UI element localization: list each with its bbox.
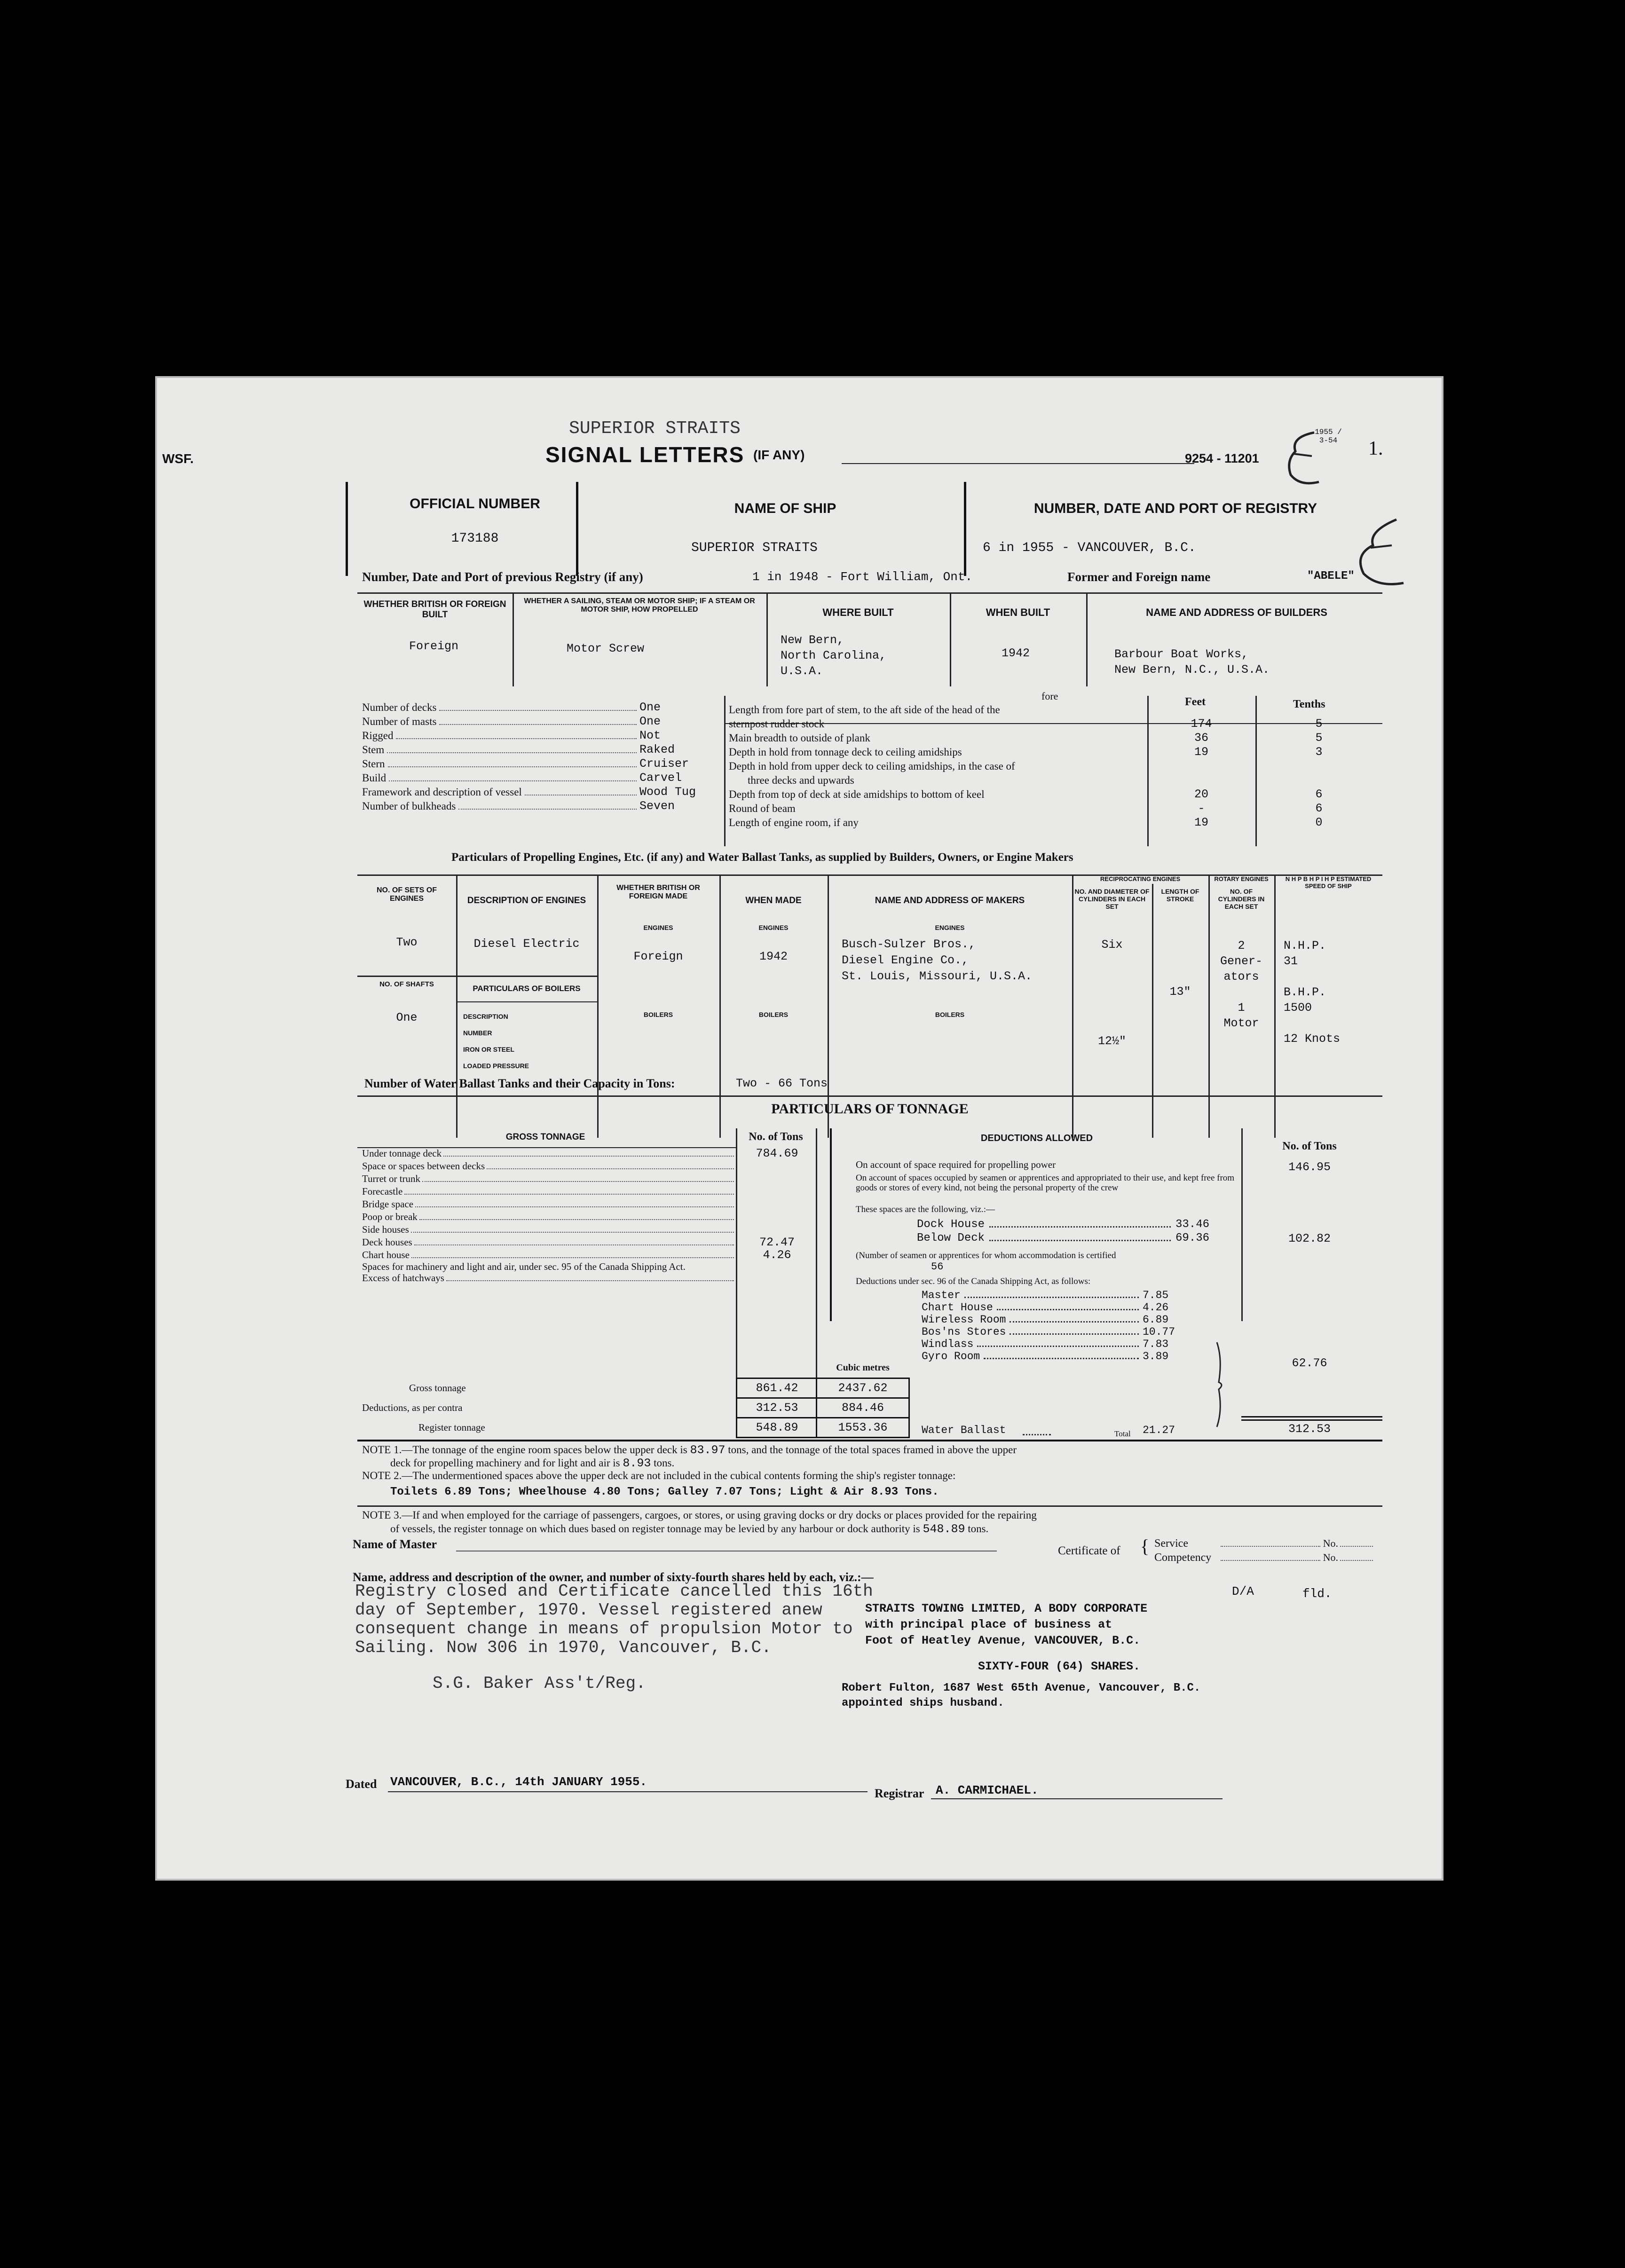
engines-title: Particulars of Propelling Engines, Etc. (if any) and Water Ballast Tanks, as supplied by Builders, Owners, or Engine Makers (451, 851, 1073, 864)
note3-line1: NOTE 3.—If and when employed for the carriage of passengers, cargoes, or stores, or using graving docks or dry docks or places provided for the repairing (362, 1509, 1037, 1521)
crew-total: 102.82 (1288, 1232, 1331, 1245)
cylinder-diameter-value: 12½" (1097, 1034, 1126, 1048)
register-tonnage-cubic: 1553.36 (838, 1421, 888, 1434)
h-cyl: NO. AND DIAMETER OF CYLINDERS IN EACH SET (1074, 888, 1150, 910)
water-ballast-leader (1023, 1434, 1051, 1435)
sub-boilers-made: BOILERS (643, 1011, 673, 1018)
ships-husband: Robert Fulton, 1687 West 65th Avenue, Vancouver, B.C. appointed ships husband. (842, 1682, 1201, 1709)
build-header-builders: NAME AND ADDRESS OF BUILDERS (1146, 606, 1327, 618)
form-stamp: 1955 / 3-54 (1315, 428, 1342, 445)
total-label: Total (1114, 1429, 1131, 1438)
h-stroke: LENGTH OF STROKE (1161, 888, 1199, 903)
no-of-tons-ded: No. of Tons (1282, 1140, 1337, 1152)
ballast-label: Number of Water Ballast Tanks and their Capacity in Tons: (364, 1077, 675, 1090)
h-rotary: ROTARY ENGINES (1214, 875, 1269, 882)
brace-mark (1213, 1340, 1227, 1429)
wsf-label: WSF. (162, 451, 194, 466)
where-built-value: New Bern, North Carolina, U.S.A. (781, 633, 887, 678)
closure-signature: S.G. Baker Ass't/Reg. (433, 1674, 646, 1693)
sub-engines-when: ENGINES (758, 924, 789, 931)
h-boilers: PARTICULARS OF BOILERS (473, 984, 581, 993)
official-number-value: 173188 (451, 531, 499, 546)
boiler-rows: DESCRIPTION NUMBER IRON OR STEEL LOADED PRESSURE (463, 1013, 529, 1070)
sub-boilers-makers: BOILERS (935, 1011, 965, 1018)
shares: SIXTY-FOUR (64) SHARES. (978, 1660, 1141, 1673)
shafts-value: One (396, 1011, 418, 1024)
note3-line2: of vessels, the register tonnage on which dues based on register tonnage may be levied by any harbour or dock authority is 548.89 tons. (390, 1522, 989, 1536)
crew-spaces: Dock House 33.46 Below Deck 69.36 (917, 1218, 1210, 1244)
owner-label: Name, address and description of the owner, and number of sixty-fourth shares held by each, viz.:— (353, 1570, 874, 1584)
h-when: WHEN MADE (745, 896, 802, 906)
registrar-value: A. CARMICHAEL. (936, 1783, 1039, 1797)
service-label: Service (1154, 1537, 1188, 1550)
registry-value: 6 in 1955 - VANCOUVER, B.C. (983, 541, 1196, 555)
former-name-value: "ABELE" (1307, 570, 1355, 583)
h-shafts: NO. OF SHAFTS (379, 980, 434, 988)
build-header-propelled: WHETHER A SAILING, STEAM OR MOTOR SHIP; IF A STEAM OR MOTOR SHIP, HOW PROPELLED (524, 597, 755, 614)
deductions-value: 312.53 (756, 1401, 798, 1415)
da-label: D/A (1232, 1584, 1254, 1599)
total-value: 312.53 (1288, 1422, 1331, 1436)
handwritten-e-mark (1281, 428, 1324, 489)
sub-boilers-when: BOILERS (758, 1011, 789, 1018)
name-of-ship-value: SUPERIOR STRAITS (691, 541, 818, 555)
build-header-british: WHETHER BRITISH OR FOREIGN BUILT (363, 599, 506, 620)
owner-details: STRAITS TOWING LIMITED, A BODY CORPORATE with principal place of business at Foot of Heatley Avenue, VANCOUVER, B.C. (865, 1602, 1148, 1647)
h-recip: RECIPROCATING ENGINES (1100, 875, 1181, 882)
sec96-rows: Master 7.85 Chart House 4.26 Wireless Room 6.89 Bos'ns Stores 10.77 Windlass 7.83 Gyro Room 3.89 (922, 1289, 1175, 1362)
particulars-right: Length from fore part of stem, to the aft side of the head of the sternpost rudder stock 174 5 Main breadth to outside of plank 36 5 Depth in hold from tonnage deck to ceiling amidships 19 3 Depth in hold from upper deck to ceiling amidships, in the case of three decks and upwards Depth from top of deck at side amidships to bottom of keel 20 6 Round of beam - 6 Length of engine room, if any 19 0 (729, 704, 1323, 829)
dated-label: Dated (346, 1777, 377, 1791)
deductions-header: DEDUCTIONS ALLOWED (980, 1133, 1093, 1143)
form-code: 9254 - 11201 (1185, 451, 1259, 465)
service-no: No. (1218, 1537, 1373, 1550)
tenths-label: Tenths (1293, 698, 1325, 710)
ded-spaces-intro: These spaces are the following, viz.:— (856, 1205, 995, 1214)
signal-letters-line (842, 463, 1194, 464)
cert-brace: { (1140, 1536, 1150, 1557)
official-number-label: OFFICIAL NUMBER (410, 496, 540, 512)
register-tonnage-value: 548.89 (756, 1421, 798, 1434)
previous-registry-value: 1 in 1948 - Fort William, Ont. (752, 570, 973, 584)
h-sets: NO. OF SETS OF ENGINES (376, 886, 437, 903)
propelled-value: Motor Screw (567, 642, 645, 655)
when-built-value: 1942 (1002, 646, 1030, 660)
h-speed: N H P B H P I H P ESTIMATED SPEED OF SHIP (1285, 875, 1372, 890)
gross-values: 784.69 72.47 4.26 (756, 1147, 798, 1262)
h-desc: DESCRIPTION OF ENGINES (467, 896, 586, 906)
crew-cert-number: 56 (931, 1261, 944, 1273)
note2-typed: Toilets 6.89 Tons; Wheelhouse 4.80 Tons; Galley 7.07 Tons; Light & Air 8.93 Tons. (390, 1486, 939, 1498)
british-foreign-value: Foreign (409, 639, 459, 653)
closure-note: Registry closed and Certificate cancelled this 16th day of September, 1970. Vessel registered anew consequent change in means of propulsion Motor to Sailing. Now 306 in 1970, Vancouver, B.C. (355, 1582, 873, 1657)
engine-makers-value: Busch-Sulzer Bros., Diesel Engine Co., St. Louis, Missouri, U.S.A. (842, 937, 1033, 983)
tonnage-title: PARTICULARS OF TONNAGE (771, 1101, 969, 1117)
competency-label: Competency (1154, 1551, 1212, 1564)
note2: NOTE 2.—The undermentioned spaces above the upper deck are not included in the cubical contents forming the ship's register tonnage: (362, 1470, 956, 1481)
h-makers: NAME AND ADDRESS OF MAKERS (875, 896, 1025, 906)
gross-tonnage-cubic: 2437.62 (838, 1381, 888, 1395)
master-name-label: Name of Master (353, 1537, 437, 1551)
signal-letters-label: SIGNAL LETTERS (545, 442, 745, 467)
note1-line1: NOTE 1.—The tonnage of the engine room spaces below the upper deck is 83.97 tons, and the tonnage of the total spaces framed in above the upper (362, 1443, 1017, 1457)
registry-label: NUMBER, DATE AND PORT OF REGISTRY (1033, 501, 1317, 516)
power-value: N.H.P. 31 B.H.P. 1500 12 Knots (1284, 939, 1341, 1046)
engine-sets-value: Two (396, 936, 418, 949)
dated-value: VANCOUVER, B.C., 14th JANUARY 1955. (390, 1775, 647, 1789)
competency-no: No. (1218, 1551, 1373, 1564)
ballast-value: Two - 66 Tons (736, 1077, 828, 1090)
page-number: 1. (1368, 438, 1383, 459)
particulars-left: Number of decks One Number of masts One Rigged Not Stem Raked Stern Cruiser Build Carvel Framework and description of vessel Wood Tug Number of bulkheads Seven (362, 701, 696, 813)
build-header-where: WHERE BUILT (822, 606, 894, 618)
typed-ship-name-header: SUPERIOR STRAITS (569, 418, 741, 439)
sec96-text: Deductions under sec. 96 of the Canada Shipping Act, as follows: (856, 1276, 1091, 1286)
sub-engines-made: ENGINES (643, 924, 673, 931)
gross-tonnage-value: 861.42 (756, 1381, 798, 1395)
ded-power-label: On account of space required for propelling power (856, 1159, 1056, 1170)
ded-power-value: 146.95 (1288, 1160, 1331, 1174)
no-of-tons-gross: No. of Tons (749, 1131, 803, 1143)
deductions-label: Deductions, as per contra (362, 1402, 463, 1413)
cylinders-value: Six (1101, 938, 1123, 952)
sec96-total: 62.76 (1292, 1356, 1327, 1370)
water-ballast-value: 21.27 (1143, 1424, 1175, 1436)
sub-engines-makers: ENGINES (935, 924, 965, 931)
deductions-cubic: 884.46 (841, 1401, 884, 1415)
former-name-label: Former and Foreign name (1067, 570, 1211, 584)
gross-rows: Under tonnage deck Space or spaces between decks Turret or trunk Forecastle Bridge space Poop or break Side houses Deck houses Chart house Spaces for machinery and light and air, under sec. 95 of the Canada Shipping Act. Excess of hatchways (362, 1147, 736, 1284)
cubic-metres-label: Cubic metres (836, 1362, 890, 1373)
engine-when-value: 1942 (759, 950, 788, 963)
ded-crew-text: On account of spaces occupied by seamen or apprentices and appropriated to their use, and kept free from goods or stores of every kind, not being the personal property of the crew (856, 1173, 1235, 1193)
register-tonnage-label: Register tonnage (418, 1422, 485, 1433)
note1-line2: deck for propelling machinery and for light and air is 8.93 tons. (390, 1457, 675, 1470)
registrar-label: Registrar (875, 1787, 924, 1800)
register-document (155, 376, 1444, 1881)
gross-header: GROSS TONNAGE (505, 1132, 585, 1142)
stroke-value: 13" (1169, 985, 1191, 999)
fore-insert: fore (1041, 690, 1058, 702)
h-rcyl: NO. OF CYLINDERS IN EACH SET (1218, 888, 1265, 910)
engine-desc-value: Diesel Electric (473, 937, 580, 951)
previous-registry-label: Number, Date and Port of previous Registry (if any) (362, 570, 643, 584)
crew-cert-text: (Number of seamen or apprentices for whom accommodation is certified (856, 1251, 1116, 1260)
handwritten-e-mark-large (1345, 512, 1411, 592)
water-ballast-label: Water Ballast (922, 1424, 1006, 1436)
fld-label: fld. (1302, 1587, 1332, 1601)
h-made: WHETHER BRITISH OR FOREIGN MADE (616, 884, 700, 900)
if-any-label: (IF ANY) (753, 448, 805, 462)
builders-value: Barbour Boat Works, New Bern, N.C., U.S.A. (1114, 647, 1270, 677)
gross-tonnage-label: Gross tonnage (409, 1382, 466, 1394)
feet-label: Feet (1185, 696, 1206, 708)
engine-made-value: Foreign (633, 950, 683, 963)
build-header-when: WHEN BUILT (986, 606, 1050, 618)
rotary-value: 2 Gener- ators 1 Motor (1220, 939, 1262, 1030)
name-of-ship-label: NAME OF SHIP (734, 501, 836, 516)
cert-label: Certificate of (1058, 1544, 1120, 1557)
